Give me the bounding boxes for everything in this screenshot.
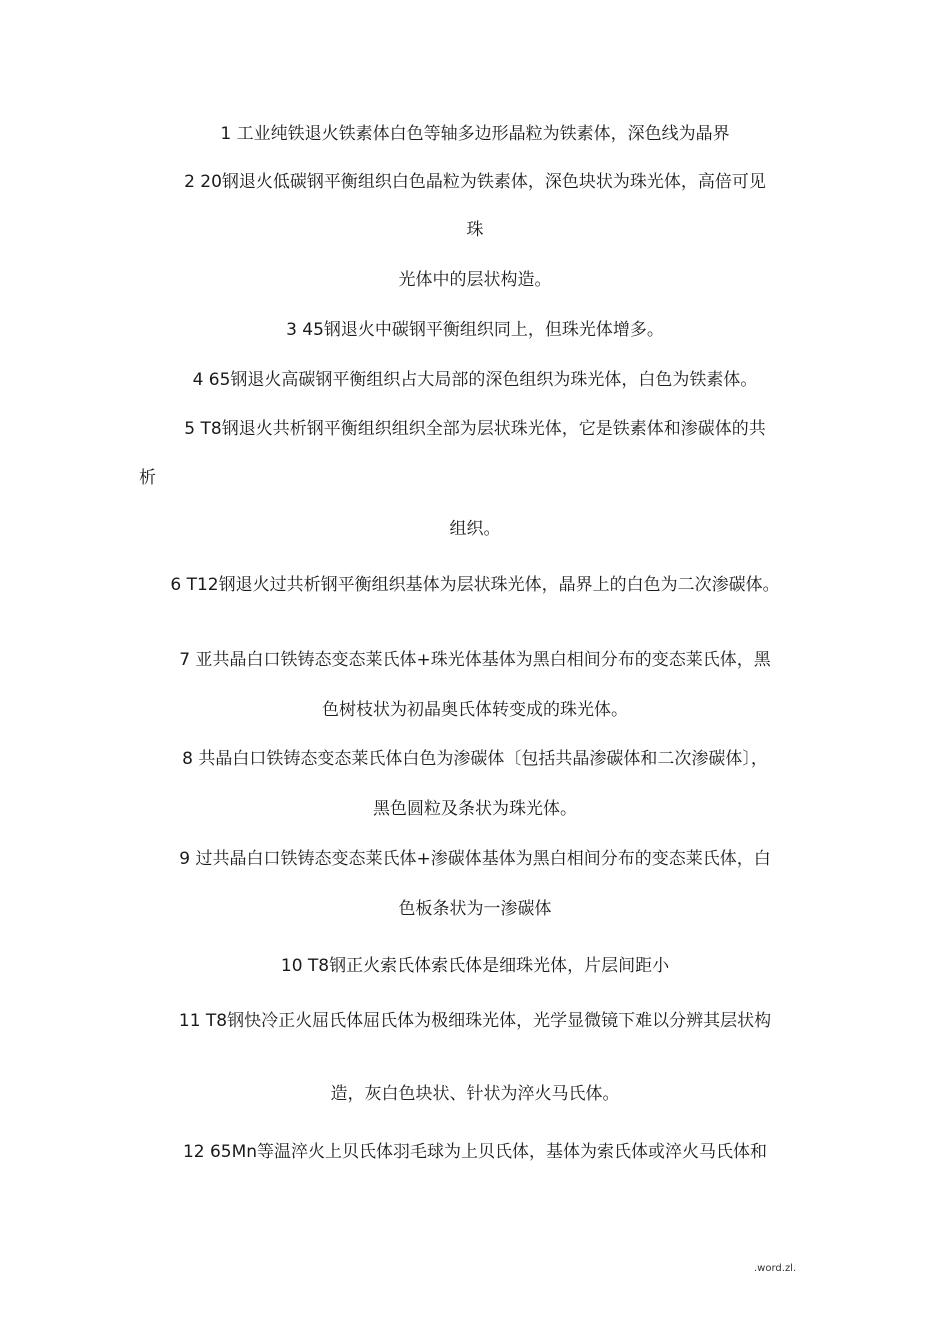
- text-line-item-1: 1 工业纯铁退火铁素体白色等轴多边形晶粒为铁素体，深色线为晶界: [220, 124, 730, 144]
- text-line-item-8: 8 共晶白口铁铸态变态莱氏体白色为渗碳体〔包括共晶渗碳体和二次渗碳体〕，: [182, 749, 768, 769]
- text-line-item-6: 6 T12钢退火过共析钢平衡组织基体为层状珠光体，晶界上的白色为二次渗碳体。: [170, 575, 780, 595]
- text-line-item-10: 10 T8钢正火索氏体索氏体是细珠光体，片层间距小: [280, 956, 670, 976]
- text-line-item-11: 11 T8钢快冷正火屈氏体屈氏体为极细珠光体，光学显微镜下难以分辨其层状构: [178, 1011, 772, 1031]
- text-line-item-3: 3 45钢退火中碳钢平衡组织同上，但珠光体增多。: [286, 320, 664, 340]
- text-line-item-8-continued: 黑色圆粒及条状为珠光体。: [373, 799, 577, 819]
- text-line-item-5-wrap: 析: [139, 468, 156, 488]
- text-line-item-11-continued: 造，灰白色块状、针状为淬火马氏体。: [330, 1084, 620, 1104]
- text-line-item-2-continued: 光体中的层状构造。: [398, 270, 552, 290]
- text-line-item-12: 12 65Mn等温淬火上贝氏体羽毛球为上贝氏体，基体为索氏体或淬火马氏体和: [182, 1142, 768, 1162]
- text-line-item-5-continued: 组织。: [449, 519, 501, 539]
- page-footer: .word.zl.: [754, 1263, 797, 1274]
- text-line-item-2: 2 20钢退火低碳钢平衡组织白色晶粒为铁素体，深色块状为珠光体，高倍可见: [184, 172, 766, 192]
- text-line-item-7: 7 亚共晶白口铁铸态变态莱氏体+珠光体基体为黑白相间分布的变态莱氏体，黑: [179, 650, 771, 670]
- text-line-item-9: 9 过共晶白口铁铸态变态莱氏体+渗碳体基体为黑白相间分布的变态莱氏体，白: [179, 849, 771, 869]
- text-line-item-9-continued: 色板条状为一渗碳体: [398, 899, 552, 919]
- text-line-item-4: 4 65钢退火高碳钢平衡组织占大局部的深色组织为珠光体，白色为铁素体。: [192, 370, 758, 390]
- text-line-item-5: 5 T8钢退火共析钢平衡组织组织全部为层状珠光体，它是铁素体和渗碳体的共: [184, 419, 766, 439]
- text-line-item-2-wrap: 珠: [466, 220, 484, 240]
- text-line-item-7-continued: 色树枝状为初晶奥氏体转变成的珠光体。: [322, 700, 628, 720]
